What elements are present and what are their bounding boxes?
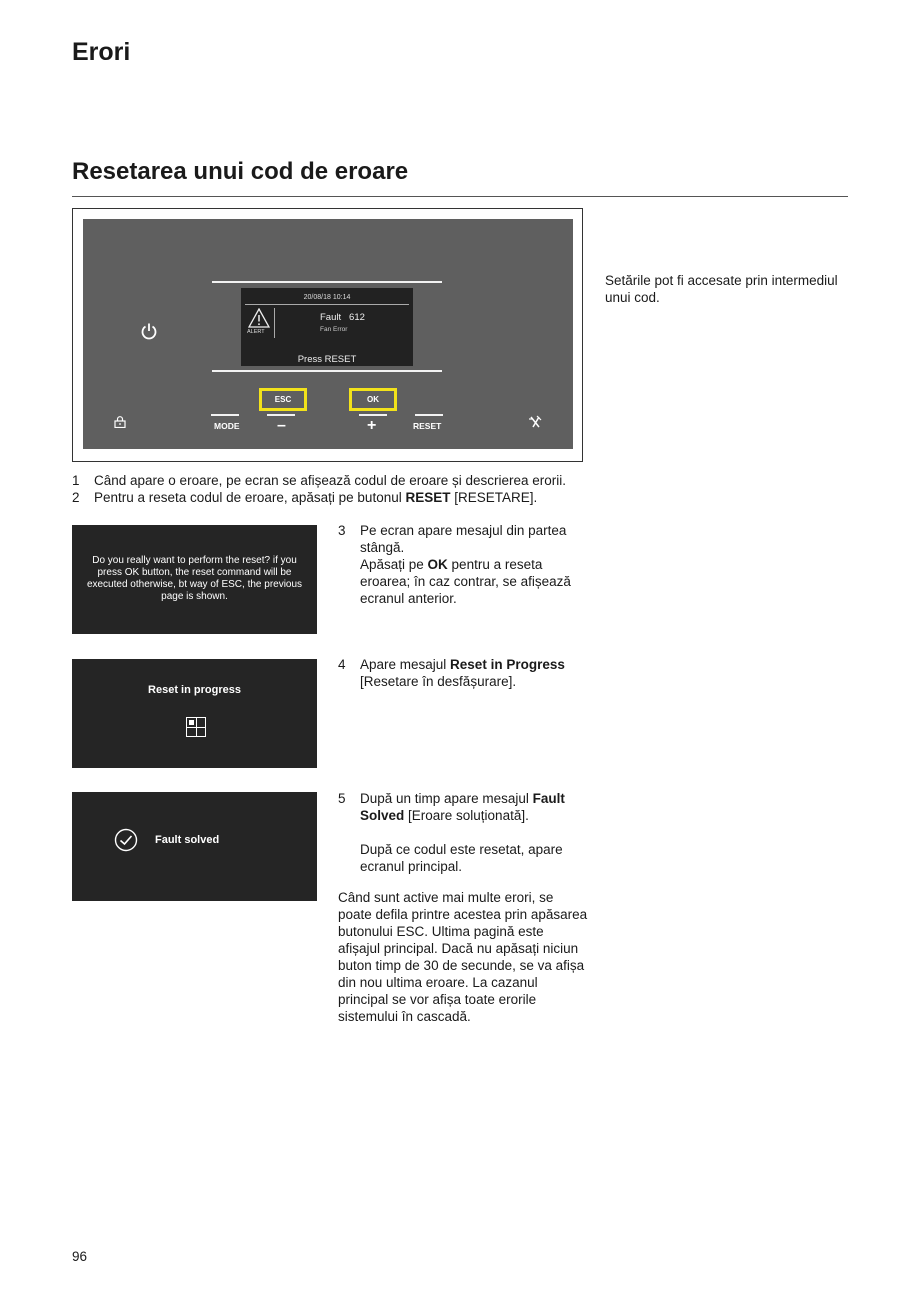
warning-icon <box>248 308 270 328</box>
step-3: 3 Pe ecran apare mesajul din partea stângă. Apăsați pe OK pentru a reseta eroarea; în caz contrar, se afișează ecranul anterior. <box>338 523 571 606</box>
title-rule <box>72 196 848 197</box>
multiple-errors-note: Când sunt active mai multe erori, se poate defila printre acestea prin apăsarea butonului ESC. Ultima pagină este afișajul principal. Dacă nu apăsați niciun buton timp de 30 de secunde, se va afișa din nou ultima eroare. La cazanul principal se vor afișa toate erorile sistemului în cascadă. <box>338 890 588 1024</box>
steps-list-top <box>72 472 566 506</box>
reset-progress-message: Reset in progress <box>148 684 241 696</box>
step-1: 1 Când apare o eroare, pe ecran se afișează codul de eroare și descrierea erorii. <box>72 473 567 488</box>
panel-line-top <box>212 281 442 283</box>
press-reset-text: Press RESET <box>297 354 357 365</box>
confirm-reset-message: Do you really want to perform the reset? if you press OK button, the reset command will be executed otherwise, bt way of ESC, the previous page is shown. <box>86 555 303 602</box>
confirm-reset-screen <box>72 525 317 634</box>
fault-solved-screen <box>72 792 317 901</box>
mode-button[interactable]: MODE <box>214 421 240 431</box>
esc-button[interactable]: ESC <box>259 388 307 411</box>
control-panel <box>83 219 573 449</box>
fault-description: Fan Error <box>320 326 348 333</box>
power-icon[interactable] <box>140 322 158 340</box>
chapter-title: Erori <box>72 38 131 66</box>
fault-solved-message: Fault solved <box>155 834 220 846</box>
reset-progress-screen <box>72 659 317 768</box>
step-5: 5 După un timp apare mesajul Fault Solved [Eroare soluționată]. După ce codul este resetat, apare ecranul principal. <box>338 791 565 874</box>
fault-code: Fault 612 <box>320 312 365 323</box>
progress-grid-icon <box>186 717 206 737</box>
lock-icon[interactable] <box>114 416 126 428</box>
panel-line-bottom <box>212 370 442 372</box>
lcd-date: 20/08/18 10:14 <box>303 294 351 301</box>
page-number: 96 <box>72 1249 88 1264</box>
check-circle-icon <box>114 828 138 852</box>
step-2: 2 Pentru a reseta codul de eroare, apăsați pe butonul RESET [RESETARE]. <box>72 490 538 505</box>
plus-button[interactable]: + <box>367 417 377 434</box>
minus-button[interactable]: – <box>277 417 286 434</box>
lcd-display <box>241 288 413 366</box>
alert-label: ALERT <box>247 329 265 335</box>
section-title: Resetarea unui cod de eroare <box>72 158 409 185</box>
step-4: 4 Apare mesajul Reset in Progress [Resetare în desfășurare]. <box>338 657 565 689</box>
ok-button[interactable]: OK <box>349 388 397 411</box>
reset-button[interactable]: RESET <box>413 421 442 431</box>
side-note: Setările pot fi accesate prin intermediul unui cod. <box>605 273 838 305</box>
service-tool-icon[interactable] <box>528 415 542 429</box>
